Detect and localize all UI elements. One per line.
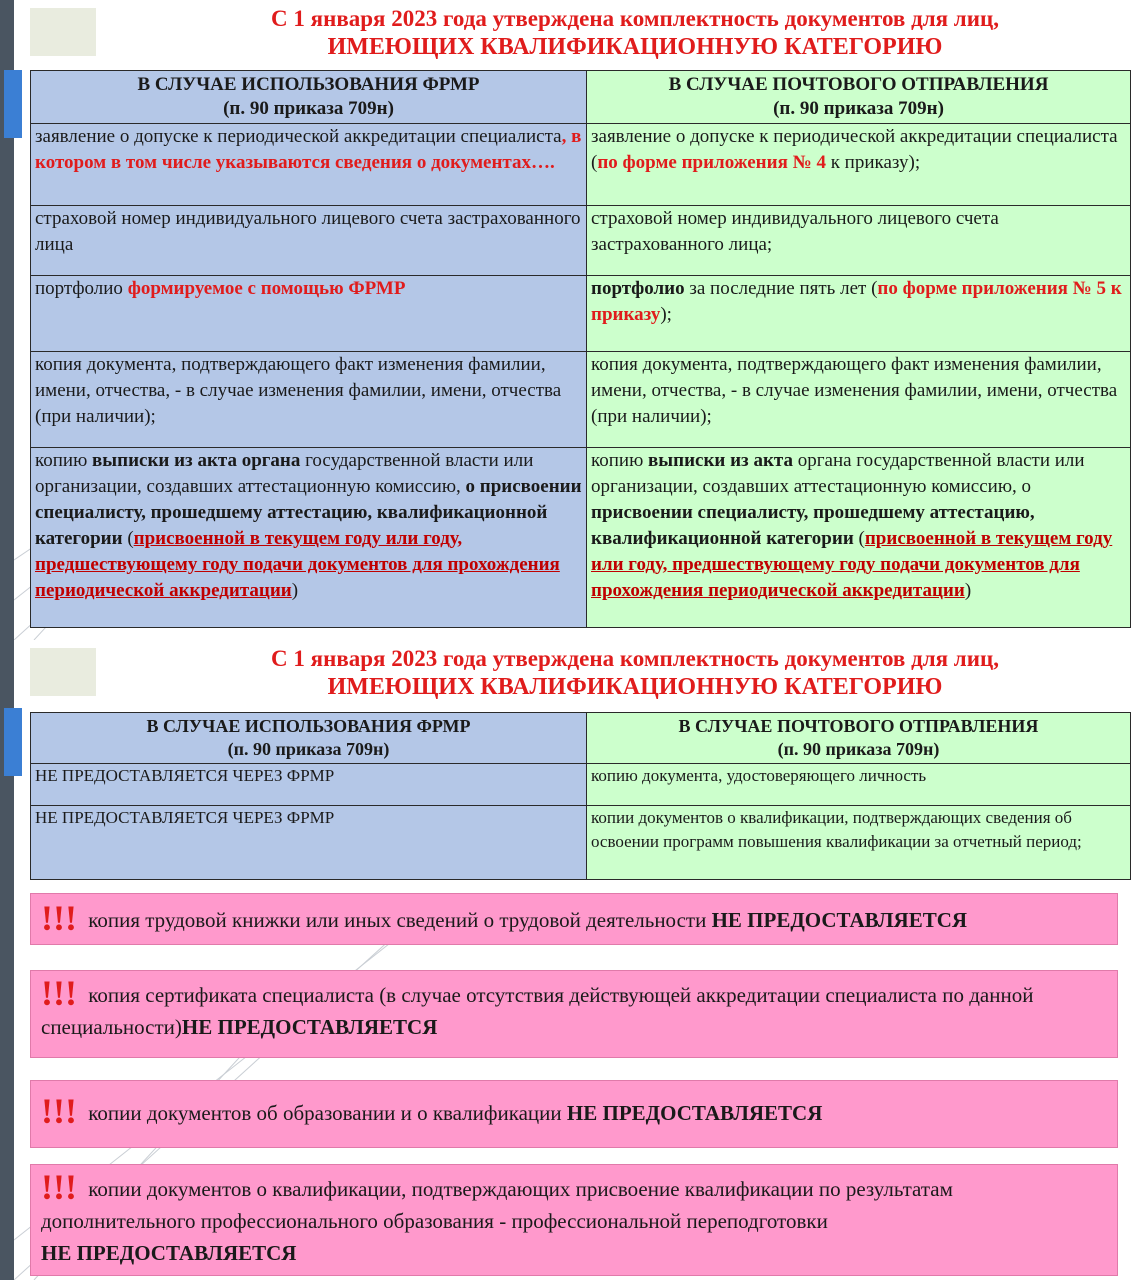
cell-frmr <box>31 124 587 206</box>
table-row <box>31 352 1131 448</box>
cell-frmr: страховой номер индивидуального лицевого счета застрахованного лица <box>31 206 587 276</box>
title-line-2: ИМЕЮЩИХ КВАЛИФИКАЦИОННУЮ КАТЕГОРИЮ <box>327 674 943 700</box>
cell-text: ); <box>660 304 672 325</box>
table-header-row <box>31 713 1131 764</box>
notice-emphasis: НЕ ПРЕДОСТАВЛЯЕТСЯ <box>181 1015 438 1039</box>
cell-text-highlight: по форме приложения № 5 к приказу <box>591 278 1122 325</box>
title-line-1: С 1 января 2023 года утверждена комплектность документов для лиц, <box>271 6 999 31</box>
cell-frmr: НЕ ПРЕДОСТАВЛЯЕТСЯ ЧЕРЕЗ ФРМР <box>31 806 587 880</box>
cell-text: портфолио <box>35 278 128 299</box>
header-frmr-ref: (п. 90 приказа 709н) <box>223 98 394 119</box>
notice-text: копия трудовой книжки или иных сведений о трудовой деятельности <box>82 908 712 932</box>
cell-text-underlined: присвоенной в текущем году или году, предшествующему году подачи документов для прохождения периодической аккредитации <box>591 528 1113 601</box>
cell-text: ) <box>964 580 972 601</box>
table-row <box>31 448 1131 628</box>
notice-specialist-certificate <box>30 970 1118 1058</box>
cell-text: копию <box>591 450 649 471</box>
cell-text: ( <box>853 528 865 549</box>
header-post-ref: (п. 90 приказа 709н) <box>777 739 940 759</box>
cell-post: копию документа, удостоверяющего личность <box>587 764 1131 806</box>
cell-post <box>587 276 1131 352</box>
cell-post: копия документа, подтверждающего факт изменения фамилии, имени, отчества, - в случае изменения фамилии, имени, отчества (при наличии); <box>587 352 1131 448</box>
cell-text-bold: выписки из акта органа <box>92 450 301 471</box>
cell-post <box>587 448 1131 628</box>
cell-text-bold: выписки из акта <box>648 450 793 471</box>
cell-text: заявление о допуске к периодической аккредитации специалиста ( <box>591 126 1118 173</box>
header-post-label: В СЛУЧАЕ ПОЧТОВОГО ОТПРАВЛЕНИЯ <box>678 716 1039 736</box>
cell-text: заявление о допуске к периодической аккредитации специалиста <box>35 126 562 147</box>
header-frmr-ref: (п. 90 приказа 709н) <box>227 739 390 759</box>
notice-emphasis: НЕ ПРЕДОСТАВЛЯЕТСЯ <box>41 1241 297 1265</box>
header-post <box>587 713 1131 764</box>
cell-frmr <box>31 448 587 628</box>
cell-text: за последние пять лет ( <box>684 278 878 299</box>
cell-text: государственной власти или организации, создавших аттестационную комиссию, <box>35 450 534 497</box>
cell-text: органа государственной власти или организации, создавших аттестационную комиссию, о <box>591 450 1085 497</box>
warning-exclamation-icon: !!! <box>41 1167 77 1207</box>
documents-table-2 <box>30 712 1131 880</box>
warning-exclamation-icon: !!! <box>41 973 77 1013</box>
cell-text-highlight: по форме приложения № 4 <box>597 152 826 173</box>
slide-logo-placeholder <box>30 648 96 696</box>
cell-text-highlight: формируемое с помощью ФРМР <box>127 278 406 299</box>
notice-emphasis: НЕ ПРЕДОСТАВЛЯЕТСЯ <box>711 908 968 932</box>
cell-frmr: копия документа, подтверждающего факт изменения фамилии, имени, отчества, - в случае изменения фамилии, имени, отчества (при наличии); <box>31 352 587 448</box>
warning-exclamation-icon: !!! <box>41 1091 77 1131</box>
left-accent-tab <box>4 708 22 776</box>
notice-education-documents <box>30 1080 1118 1148</box>
cell-text-bold: о присвоении специалисту, прошедшему аттестацию, квалификационной категории <box>35 476 582 549</box>
cell-text: к приказу); <box>825 152 921 173</box>
warning-exclamation-icon: !!! <box>41 898 77 938</box>
cell-text: ( <box>122 528 134 549</box>
notice-text: копии документов об образовании и о квалификации <box>82 1101 567 1125</box>
table-row <box>31 806 1131 880</box>
table-row <box>31 124 1131 206</box>
cell-text: ) <box>291 580 299 601</box>
cell-post: страховой номер индивидуального лицевого счета застрахованного лица; <box>587 206 1131 276</box>
cell-text-underlined: присвоенной в текущем году или году, предшествующему году подачи документов для прохождения периодической аккредитации <box>35 528 560 601</box>
header-post <box>587 71 1131 124</box>
notice-text: копия сертификата специалиста (в случае отсутствия действующей аккредитации специалиста по данной специальности) <box>41 983 1034 1039</box>
table-header-row <box>31 71 1131 124</box>
cell-post: копии документов о квалификации, подтверждающих сведения об освоении программ повышения квалификации за отчетный период; <box>587 806 1131 880</box>
cell-post <box>587 124 1131 206</box>
cell-frmr <box>31 276 587 352</box>
header-frmr-label: В СЛУЧАЕ ИСПОЛЬЗОВАНИЯ ФРМР <box>137 74 480 95</box>
title-line-2: ИМЕЮЩИХ КВАЛИФИКАЦИОННУЮ КАТЕГОРИЮ <box>327 34 943 60</box>
cell-text-highlight: , в котором в том числе указываются сведения о документах…. <box>35 126 582 173</box>
table-row <box>31 276 1131 352</box>
notice-text: копии документов о квалификации, подтверждающих присвоение квалификации по результатам дополнительного профессионального образования - профессиональной переподготовки <box>41 1177 953 1233</box>
header-frmr-label: В СЛУЧАЕ ИСПОЛЬЗОВАНИЯ ФРМР <box>146 716 471 736</box>
slide-logo-placeholder <box>30 8 96 56</box>
header-post-ref: (п. 90 приказа 709н) <box>773 98 944 119</box>
header-frmr <box>31 713 587 764</box>
header-post-label: В СЛУЧАЕ ПОЧТОВОГО ОТПРАВЛЕНИЯ <box>668 74 1049 95</box>
cell-text-bold: портфолио <box>591 278 685 299</box>
header-frmr <box>31 71 587 124</box>
notice-employment-record <box>30 893 1118 945</box>
notice-retraining-documents <box>30 1164 1118 1276</box>
slide-2-title <box>150 644 1120 702</box>
cell-text: копию <box>35 450 93 471</box>
cell-frmr: НЕ ПРЕДОСТАВЛЯЕТСЯ ЧЕРЕЗ ФРМР <box>31 764 587 806</box>
notice-emphasis: НЕ ПРЕДОСТАВЛЯЕТСЯ <box>566 1101 823 1125</box>
cell-text-bold: присвоении специалисту, прошедшему аттестацию, квалификационной категории <box>591 502 1035 549</box>
documents-table-1 <box>30 70 1131 628</box>
table-row <box>31 206 1131 276</box>
slide-1-title <box>150 4 1120 62</box>
left-accent-tab <box>4 70 22 138</box>
title-line-1: С 1 января 2023 года утверждена комплектность документов для лиц, <box>271 646 999 671</box>
table-row <box>31 764 1131 806</box>
